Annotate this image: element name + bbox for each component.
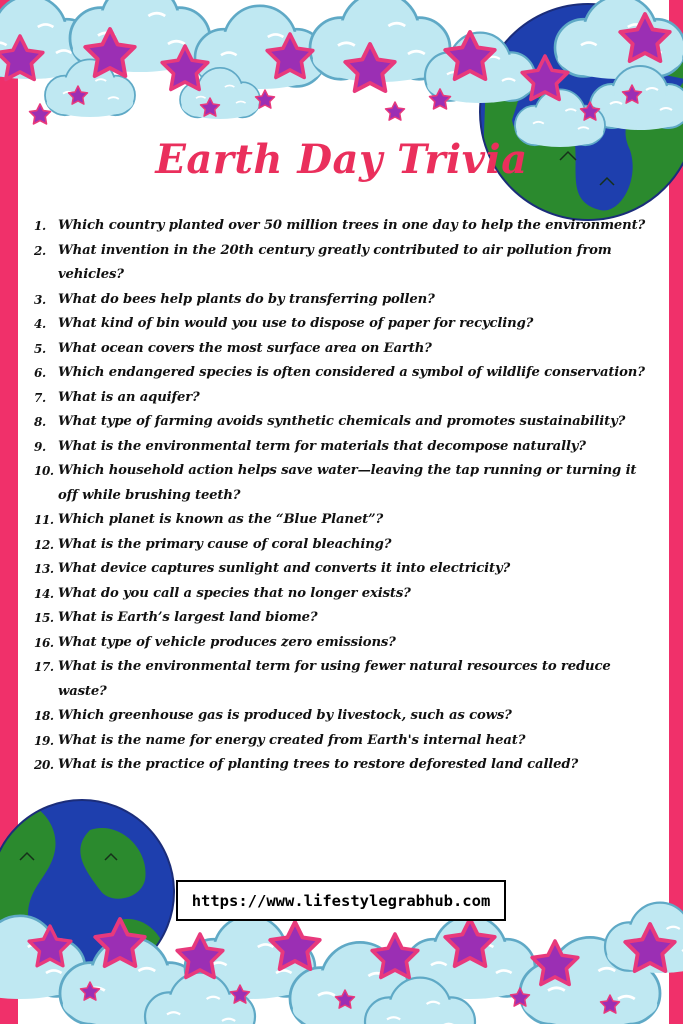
trivia-question-list <box>34 214 650 778</box>
question-item <box>34 214 650 239</box>
question-item <box>34 557 650 582</box>
question-number: 20. <box>34 758 54 772</box>
question-item <box>34 386 650 411</box>
question-number: 15. <box>34 611 54 625</box>
question-text: What type of farming avoids synthetic chemicals and promotes sustainability? <box>58 414 626 429</box>
question-number: 8. <box>34 415 46 429</box>
question-text: What ocean covers the most surface area on Earth? <box>58 340 432 356</box>
question-item <box>34 435 650 460</box>
question-number: 14. <box>34 586 54 601</box>
question-text: What kind of bin would you use to dispose of paper for recycling? <box>58 316 534 331</box>
question-number: 18. <box>34 709 54 723</box>
question-number: 10. <box>34 464 54 478</box>
question-number: 7. <box>34 390 46 405</box>
question-text: What invention in the 20th century greatly contributed to air pollution from vehicles? <box>58 242 612 282</box>
question-number: 5. <box>34 341 46 356</box>
question-text: What type of vehicle produces zero emissions? <box>58 634 396 650</box>
question-text: What device captures sunlight and converts it into electricity? <box>58 561 511 576</box>
question-item <box>34 337 650 362</box>
question-number: 19. <box>34 733 54 748</box>
question-text: Which country planted over 50 million trees in one day to help the environment? <box>58 218 646 233</box>
question-item <box>34 631 650 656</box>
question-number: 9. <box>34 439 46 454</box>
question-text: Which household action helps save water—leaving the tap running or turning it off while brushing teeth? <box>58 463 637 503</box>
question-number: 1. <box>34 219 46 233</box>
question-text: What is an aquifer? <box>58 389 200 405</box>
question-item <box>34 361 650 386</box>
website-url-link[interactable]: https://www.lifestylegrabhub.com <box>176 880 506 921</box>
question-item <box>34 459 650 508</box>
question-number: 2. <box>34 243 46 258</box>
question-item <box>34 582 650 607</box>
question-text: What is the name for energy created from Earth's internal heat? <box>58 732 526 748</box>
question-number: 13. <box>34 562 54 576</box>
question-text: What is the environmental term for materials that decompose naturally? <box>58 438 586 454</box>
question-text: What do bees help plants do by transferring pollen? <box>58 291 435 307</box>
question-item <box>34 410 650 435</box>
question-text: What is the primary cause of coral bleaching? <box>58 536 392 552</box>
page-title: Earth Day Trivia <box>155 136 528 183</box>
question-text: What is the environmental term for using fewer natural resources to reduce waste? <box>58 659 611 699</box>
question-item <box>34 729 650 754</box>
question-text: Which endangered species is often considered a symbol of wildlife conservation? <box>58 365 645 380</box>
question-item <box>34 606 650 631</box>
question-number: 3. <box>34 292 46 307</box>
question-item <box>34 533 650 558</box>
question-number: 17. <box>34 660 54 674</box>
question-number: 4. <box>34 317 46 331</box>
question-text: Which greenhouse gas is produced by livestock, such as cows? <box>58 708 512 723</box>
question-item <box>34 312 650 337</box>
question-text: What is the practice of planting trees to restore deforested land called? <box>58 757 579 772</box>
question-item <box>34 288 650 313</box>
question-number: 11. <box>34 513 54 527</box>
question-item <box>34 239 650 288</box>
question-number: 12. <box>34 537 54 552</box>
question-text: What do you call a species that no longer exists? <box>58 585 411 601</box>
question-number: 16. <box>34 635 54 650</box>
question-item <box>34 704 650 729</box>
question-item <box>34 753 650 778</box>
question-item <box>34 508 650 533</box>
question-number: 6. <box>34 366 46 380</box>
question-text: Which planet is known as the “Blue Planet”? <box>58 512 384 527</box>
question-item <box>34 655 650 704</box>
question-text: What is Earth’s largest land biome? <box>58 610 318 625</box>
